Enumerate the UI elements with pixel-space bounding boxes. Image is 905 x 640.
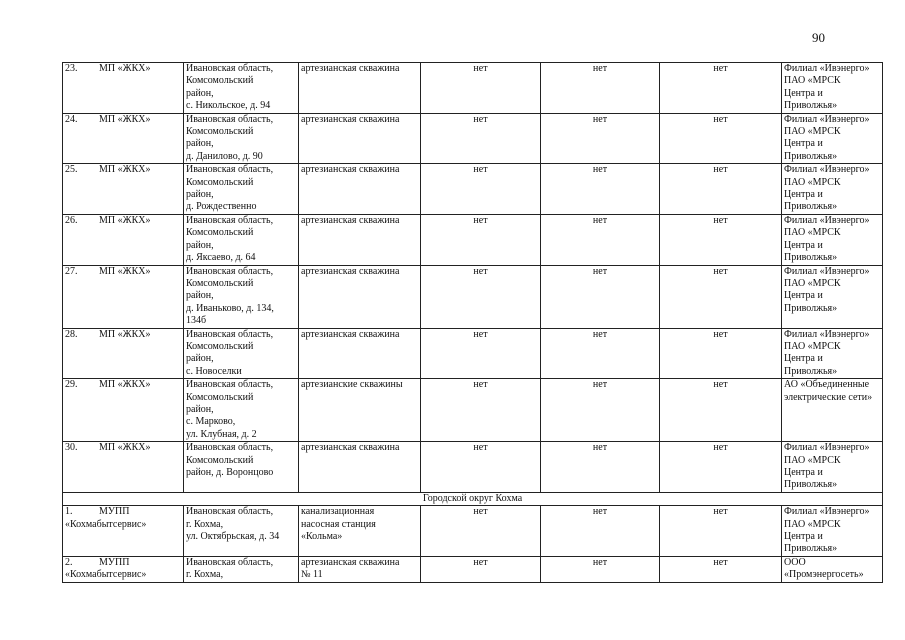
cell-line: г. Кохма, [186, 569, 224, 581]
cell-line: Центра и [784, 467, 823, 478]
cell-line: артезианские скважины [301, 379, 403, 391]
section-header-row [63, 492, 883, 505]
cell-line: район, [186, 239, 214, 251]
table-row [63, 442, 883, 493]
cell-line: д. Данилово, д. 90 [186, 150, 263, 162]
column-5-value: нет [541, 442, 660, 493]
cell-line: Ивановская область, [186, 556, 274, 568]
cell-line: Филиал «Ивэнерго» [784, 164, 870, 176]
address-cell [184, 556, 299, 582]
object-cell [299, 379, 421, 442]
cell-line: г. Кохма, [186, 518, 224, 530]
address-cell [184, 379, 299, 442]
cell-line: артезианская скважина [301, 328, 400, 340]
cell-line: Приволжья» [784, 150, 838, 162]
column-6-value: нет [660, 214, 782, 265]
cell-line: Ивановская область, [186, 442, 274, 454]
table-row [63, 214, 883, 265]
row-number: 29. [65, 379, 78, 391]
column-6-value: нет [660, 63, 782, 114]
cell-line: Комсомольский [186, 391, 254, 403]
cell-line: артезианская скважина [301, 214, 400, 226]
column-6-value: нет [660, 113, 782, 164]
table-row [63, 113, 883, 164]
supplier-cell [782, 63, 883, 114]
row-number-org-cell [63, 442, 184, 493]
cell-line: Комсомольский [186, 227, 254, 239]
supplier-cell [782, 506, 883, 557]
cell-line: Ивановская область, [186, 113, 274, 125]
row-number-org-cell [63, 556, 184, 582]
address-cell [184, 328, 299, 379]
organization-name: «Кохмабытсервис» [65, 518, 147, 530]
cell-line: Приволжья» [784, 302, 838, 314]
cell-line: Ивановская область, [186, 164, 274, 176]
cell-line: Комсомольский [186, 454, 254, 466]
supplier-cell [782, 265, 883, 328]
address-cell [184, 265, 299, 328]
cell-line: Центра и [784, 87, 823, 99]
cell-line: канализационная [301, 506, 375, 518]
column-4-value: нет [421, 379, 541, 442]
column-4-value: нет [421, 164, 541, 215]
cell-line: д. Яксаево, д. 64 [186, 252, 256, 264]
organization-name: МП «ЖКХ» [99, 63, 151, 74]
column-6-value: нет [660, 442, 782, 493]
cell-line: Филиал «Ивэнерго» [784, 214, 870, 226]
cell-line: Центра и [784, 290, 823, 302]
cell-line: Центра и [784, 531, 823, 543]
cell-line: район, [186, 189, 214, 201]
cell-line: Ивановская область, [186, 214, 274, 226]
cell-line: ПАО «МРСК [784, 277, 841, 289]
organization-name: «Кохмабытсервис» [65, 569, 147, 581]
row-number-org-cell [63, 328, 184, 379]
cell-line: Комсомольский [186, 126, 254, 138]
object-cell [299, 265, 421, 328]
table-row [63, 63, 883, 114]
column-6-value: нет [660, 265, 782, 328]
address-cell [184, 442, 299, 493]
row-number: 28. [65, 328, 78, 340]
registry-table-body [63, 63, 883, 583]
object-cell [299, 113, 421, 164]
cell-line: с. Новоселки [186, 365, 242, 377]
cell-line: Ивановская область, [186, 379, 274, 391]
cell-line: Центра и [784, 239, 823, 251]
cell-line: «Промэнергосеть» [784, 569, 864, 581]
cell-line: Приволжья» [784, 201, 838, 213]
cell-line: № 11 [301, 569, 323, 581]
cell-line: Комсомольский [186, 277, 254, 289]
cell-line: район, д. Воронцово [186, 467, 274, 478]
cell-line: район, [186, 87, 214, 99]
cell-line: артезианская скважина [301, 63, 400, 74]
organization-name: МП «ЖКХ» [99, 214, 151, 226]
cell-line: ООО [784, 556, 806, 568]
address-cell [184, 113, 299, 164]
column-5-value: нет [541, 328, 660, 379]
row-number: 30. [65, 442, 78, 454]
organization-name: МП «ЖКХ» [99, 164, 151, 176]
column-4-value: нет [421, 113, 541, 164]
column-5-value: нет [541, 113, 660, 164]
cell-line: Филиал «Ивэнерго» [784, 442, 870, 454]
organization-name: МУПП [99, 556, 130, 568]
table-row [63, 379, 883, 442]
address-cell [184, 214, 299, 265]
cell-line: Ивановская область, [186, 265, 274, 277]
organization-name: МП «ЖКХ» [99, 265, 151, 277]
cell-line: Приволжья» [784, 365, 838, 377]
column-4-value: нет [421, 265, 541, 328]
column-4-value: нет [421, 63, 541, 114]
row-number: 1. [65, 506, 73, 518]
cell-line: ПАО «МРСК [784, 518, 841, 530]
cell-line: ПАО «МРСК [784, 176, 841, 188]
cell-line: ПАО «МРСК [784, 75, 841, 87]
column-6-value: нет [660, 164, 782, 215]
object-cell [299, 214, 421, 265]
table-row [63, 164, 883, 215]
cell-line: Ивановская область, [186, 63, 274, 74]
object-cell [299, 328, 421, 379]
row-number-org-cell [63, 265, 184, 328]
cell-line: Центра и [784, 138, 823, 150]
organization-name: МП «ЖКХ» [99, 113, 151, 125]
cell-line: артезианская скважина [301, 113, 400, 125]
column-4-value: нет [421, 506, 541, 557]
organization-name: МУПП [99, 506, 130, 518]
cell-line: с. Марково, [186, 416, 236, 428]
column-4-value: нет [421, 442, 541, 493]
column-6-value: нет [660, 379, 782, 442]
cell-line: насосная станция [301, 518, 376, 530]
cell-line: артезианская скважина [301, 556, 400, 568]
cell-line: с. Никольское, д. 94 [186, 100, 271, 112]
row-number-org-cell [63, 63, 184, 114]
cell-line: Филиал «Ивэнерго» [784, 63, 870, 74]
row-number-org-cell [63, 379, 184, 442]
section-title: Городской округ Кохма [63, 492, 883, 505]
cell-line: д. Иваньково, д. 134, [186, 302, 274, 314]
cell-line: 134б [186, 315, 207, 327]
cell-line: Филиал «Ивэнерго» [784, 328, 870, 340]
supplier-cell [782, 113, 883, 164]
cell-line: электрические сети» [784, 391, 873, 403]
row-number-org-cell [63, 214, 184, 265]
cell-line: район, [186, 353, 214, 365]
cell-line: ПАО «МРСК [784, 340, 841, 352]
supplier-cell [782, 214, 883, 265]
column-6-value: нет [660, 328, 782, 379]
column-6-value: нет [660, 556, 782, 582]
column-4-value: нет [421, 214, 541, 265]
cell-line: «Кольма» [301, 531, 343, 543]
supplier-cell [782, 442, 883, 493]
row-number: 23. [65, 63, 78, 74]
table-row [63, 506, 883, 557]
cell-line: артезианская скважина [301, 265, 400, 277]
cell-line: Комсомольский [186, 176, 254, 188]
column-5-value: нет [541, 265, 660, 328]
cell-line: Приволжья» [784, 100, 838, 112]
row-number-org-cell [63, 506, 184, 557]
table-row [63, 328, 883, 379]
row-number: 24. [65, 113, 78, 125]
row-number-org-cell [63, 113, 184, 164]
object-cell [299, 506, 421, 557]
cell-line: Приволжья» [784, 543, 838, 555]
cell-line: Приволжья» [784, 252, 838, 264]
cell-line: ПАО «МРСК [784, 227, 841, 239]
supplier-cell [782, 328, 883, 379]
table-row [63, 556, 883, 582]
supplier-cell [782, 556, 883, 582]
cell-line: АО «Объединенные [784, 379, 870, 391]
column-5-value: нет [541, 556, 660, 582]
cell-line: Комсомольский [186, 340, 254, 352]
cell-line: Ивановская область, [186, 506, 274, 518]
page-number: 90 [812, 30, 825, 45]
object-cell [299, 63, 421, 114]
registry-table [62, 62, 883, 583]
cell-line: Центра и [784, 189, 823, 201]
column-4-value: нет [421, 328, 541, 379]
column-5-value: нет [541, 379, 660, 442]
column-5-value: нет [541, 164, 660, 215]
address-cell [184, 63, 299, 114]
row-number: 26. [65, 214, 78, 226]
cell-line: Филиал «Ивэнерго» [784, 506, 870, 518]
cell-line: ПАО «МРСК [784, 454, 841, 466]
organization-name: МП «ЖКХ» [99, 379, 151, 391]
cell-line: артезианская скважина [301, 164, 400, 176]
organization-name: МП «ЖКХ» [99, 442, 151, 454]
column-5-value: нет [541, 506, 660, 557]
cell-line: Филиал «Ивэнерго» [784, 113, 870, 125]
cell-line: Ивановская область, [186, 328, 274, 340]
object-cell [299, 556, 421, 582]
cell-line: артезианская скважина [301, 442, 400, 454]
column-5-value: нет [541, 214, 660, 265]
object-cell [299, 164, 421, 215]
cell-line: ПАО «МРСК [784, 126, 841, 138]
cell-line: ул. Октябрьская, д. 34 [186, 531, 280, 543]
address-cell [184, 164, 299, 215]
address-cell [184, 506, 299, 557]
row-number: 25. [65, 164, 78, 176]
column-5-value: нет [541, 63, 660, 114]
cell-line: д. Рождественно [186, 201, 257, 213]
cell-line: район, [186, 138, 214, 150]
cell-line: ул. Клубная, д. 2 [186, 428, 257, 440]
cell-line: Центра и [784, 353, 823, 365]
table-row [63, 265, 883, 328]
supplier-cell [782, 379, 883, 442]
organization-name: МП «ЖКХ» [99, 328, 151, 340]
row-number-org-cell [63, 164, 184, 215]
column-6-value: нет [660, 506, 782, 557]
supplier-cell [782, 164, 883, 215]
row-number: 2. [65, 556, 73, 568]
column-4-value: нет [421, 556, 541, 582]
object-cell [299, 442, 421, 493]
cell-line: район, [186, 403, 214, 415]
cell-line: район, [186, 290, 214, 302]
cell-line: Филиал «Ивэнерго» [784, 265, 870, 277]
row-number: 27. [65, 265, 78, 277]
cell-line: Приволжья» [784, 479, 838, 491]
cell-line: Комсомольский [186, 75, 254, 87]
